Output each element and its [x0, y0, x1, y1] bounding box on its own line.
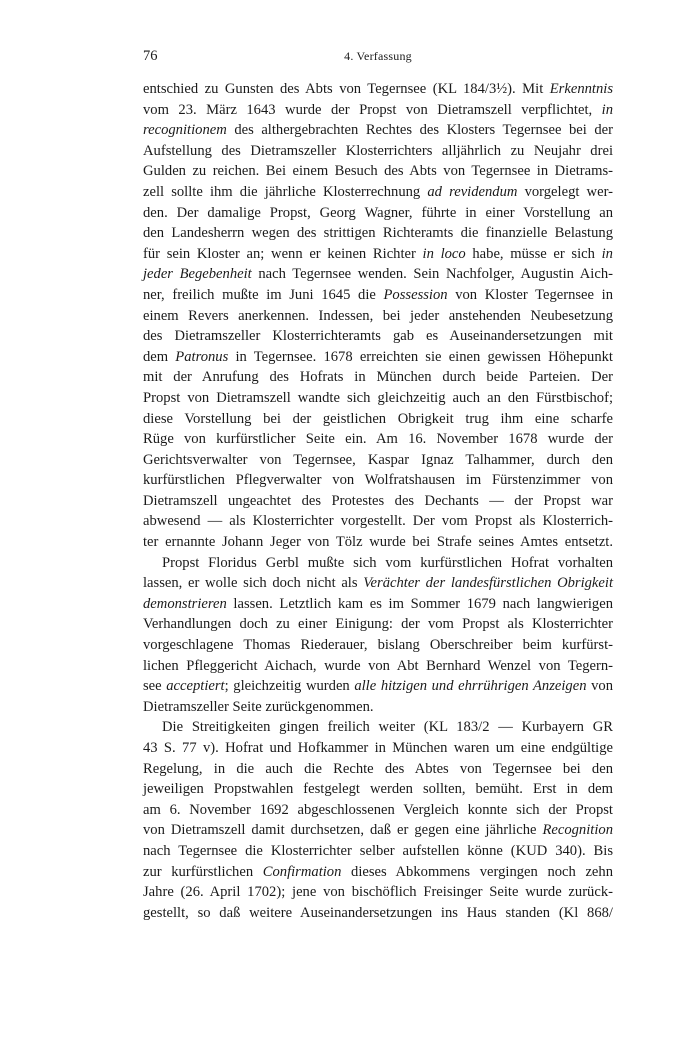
text-run: einem Revers anerkennen. Indessen, bei jeder anstehenden Neubesetzung: [143, 307, 613, 324]
text-line: [143, 264, 613, 285]
text-line: [143, 759, 613, 780]
text-run: zur kurfürstlichen: [143, 863, 263, 880]
text-run: Propst von Dietramszell wandte sich gleichzeitig auch an den Fürstbischof;: [143, 389, 613, 406]
text-run: Rüge von kurfürstlicher Seite ein. Am 16. November 1678 wurde der: [143, 431, 613, 448]
text-run: dieses Abkommens vergingen noch zehn: [341, 863, 613, 880]
text-line: [143, 326, 613, 347]
text-line: [143, 511, 613, 532]
text-run: ; gleichzeitig wurden: [224, 678, 355, 695]
text-run: ner, freilich mußte im Juni 1645 die: [143, 286, 384, 303]
text-run: mit der Anrufung des Hofrats in München durch beide Parteien. Der: [143, 369, 613, 386]
text-run: zell sollte ihm die jährliche Klosterrechnung: [143, 183, 428, 200]
text-run: Aufstellung des Dietramszeller Klosterrichters alljährlich zu Neujahr drei: [143, 142, 613, 159]
text-run: vom 23. März 1643 wurde der Propst von Dietramszell verpflichtet,: [143, 101, 602, 118]
text-line: [143, 450, 613, 471]
text-run: habe, müsse er sich: [465, 245, 602, 262]
text-line: [143, 470, 613, 491]
text-line: [143, 79, 613, 100]
text-run: von Dietramszell damit durchsetzen, daß er gegen eine jährliche: [143, 822, 543, 839]
italic-term: Erkenntnis: [549, 81, 613, 97]
text-run: lassen. Letztlich kam es im Sommer 1679 nach langwierigen: [226, 595, 613, 612]
text-line: [143, 676, 613, 697]
text-line: [143, 717, 613, 738]
text-line: [143, 903, 613, 924]
italic-term: Possession: [383, 286, 448, 303]
text-run: für sein Kloster an; wenn er keinen Richter: [143, 245, 423, 262]
text-line: [143, 285, 613, 306]
text-run: Dietramszell ungeachtet des Protestes des Dechants — der Propst war: [143, 492, 613, 509]
text-line: [143, 594, 613, 615]
text-run: 43 S. 77 v). Hofrat und Hofkammer in München waren um eine endgültige: [143, 740, 613, 756]
text-line: [143, 491, 613, 512]
text-run: abwesend — als Klosterrichter vorgestellt. Der vom Propst als Klosterrich-: [143, 513, 613, 530]
text-line: [143, 100, 613, 121]
text-run: am 6. November 1692 abgeschlossenen Vergleich konnte sich der Propst: [143, 801, 613, 818]
text-line: [143, 429, 613, 450]
text-run: Gerichtsverwalter von Tegernsee, Kaspar Ignaz Talhammer, durch den: [143, 451, 613, 468]
text-run: ter ernannte Johann Jeger von Tölz wurde bei Strafe seines Amtes entsetzt.: [143, 534, 613, 551]
text-line: [143, 862, 613, 883]
text-line: [143, 203, 613, 224]
italic-term: in: [601, 101, 613, 118]
page-header: [143, 48, 613, 66]
text-run: diese Vorstellung bei der geistlichen Obrigkeit trug ihm eine scharfe: [143, 410, 613, 427]
text-run: von Kloster Tegernsee in: [447, 286, 613, 303]
text-line: [143, 614, 613, 635]
italic-term: jeder Begebenheit: [143, 266, 252, 283]
text-line: [143, 347, 613, 368]
text-line: [143, 820, 613, 841]
italic-term: ad revidendum: [427, 183, 518, 200]
text-run: Propst Floridus Gerbl mußte sich vom kurfürstlichen Hofrat vorhalten: [162, 554, 613, 571]
page-number: 76: [143, 48, 158, 64]
text-line: [143, 553, 613, 574]
text-run: dem: [143, 348, 176, 365]
body-text: [143, 79, 613, 923]
text-run: lassen, er wolle sich doch nicht als: [143, 575, 364, 592]
text-line: [143, 800, 613, 821]
text-run: Dietramszeller Seite zurückgenommen.: [143, 698, 374, 715]
italic-term: acceptiert: [166, 678, 225, 695]
text-run: entschied zu Gunsten des Abts von Tegernsee (KL 184/3½). Mit: [143, 81, 550, 97]
text-line: [143, 223, 613, 244]
italic-term: in: [601, 245, 613, 262]
text-line: [143, 738, 613, 759]
text-run: Die Streitigkeiten gingen freilich weiter (KL 183/2 — Kurbayern GR: [162, 719, 613, 736]
text-line: [143, 141, 613, 162]
text-line: [143, 244, 613, 265]
italic-term: recognitionem: [143, 122, 227, 139]
text-line: [143, 367, 613, 388]
text-line: [143, 409, 613, 430]
text-run: des althergebrachten Rechtes des Klosters Tegernsee bei der: [226, 122, 613, 139]
italic-term: in loco: [422, 245, 466, 262]
text-run: des Dietramszeller Klosterrichteramts gab es Auseinandersetzungen mit: [143, 328, 613, 345]
text-line: [143, 532, 613, 553]
text-run: nach Tegernsee die Klosterrichter selber aufstellen könne (KUD 340). Bis: [143, 842, 613, 859]
text-run: kurfürstlichen Pflegverwalter von Wolfratshausen im Fürstenzimmer von: [143, 472, 613, 489]
italic-term: alle hitzigen und ehrrührigen Anzeigen: [354, 678, 587, 695]
text-line: [143, 697, 613, 718]
italic-term: Verächter der landesfürstlichen Obrigkeit: [363, 575, 613, 592]
text-run: lichen Pfleggericht Aichach, wurde von Abt Bernhard Wenzel von Tegern-: [143, 657, 613, 674]
text-run: den Landesherrn wegen des strittigen Richteramts die finanzielle Belastung: [143, 225, 613, 242]
text-line: [143, 161, 613, 182]
text-run: vorgelegt wer-: [517, 183, 614, 200]
text-run: den. Der damalige Propst, Georg Wagner, führte in einer Vorstellung an: [143, 204, 613, 221]
text-run: Jahre (26. April 1702); jene von bischöflich Freisinger Seite wurde zurück-: [143, 884, 613, 901]
text-line: [143, 656, 613, 677]
text-run: see: [143, 678, 167, 695]
text-run: Verhandlungen doch zu einer Einigung: der vom Propst als Klosterrichter: [143, 616, 613, 633]
italic-term: Recognition: [542, 822, 613, 839]
italic-term: Patronus: [175, 348, 229, 365]
text-run: in Tegernsee. 1678 erreichten sie einen gewissen Höhepunkt: [228, 348, 613, 365]
text-line: [143, 779, 613, 800]
running-head: 4. Verfassung: [344, 49, 412, 63]
text-run: gestellt, so daß weitere Auseinandersetzungen ins Haus standen (Kl 868/: [143, 904, 613, 921]
text-line: [143, 573, 613, 594]
text-line: [143, 182, 613, 203]
text-line: [143, 388, 613, 409]
text-line: [143, 306, 613, 327]
text-line: [143, 120, 613, 141]
text-run: vorgeschlagene Thomas Riederauer, bislang Oberschreiber beim kurfürst-: [143, 637, 613, 654]
text-run: Gulden zu reichen. Bei einem Besuch des Abts von Tegernsee in Dietrams-: [143, 163, 613, 180]
text-line: [143, 841, 613, 862]
italic-term: Confirmation: [262, 863, 342, 880]
text-run: Regelung, in die auch die Rechte des Abtes von Tegernsee bei den: [143, 760, 613, 777]
text-run: von: [586, 678, 613, 695]
italic-term: demonstrieren: [143, 595, 227, 612]
text-run: jeweiligen Propstwahlen festgelegt werden sollten, bemüht. Erst in dem: [143, 781, 613, 798]
text-line: [143, 882, 613, 903]
text-run: nach Tegernsee wenden. Sein Nachfolger, Augustin Aich-: [251, 266, 613, 283]
text-line: [143, 635, 613, 656]
